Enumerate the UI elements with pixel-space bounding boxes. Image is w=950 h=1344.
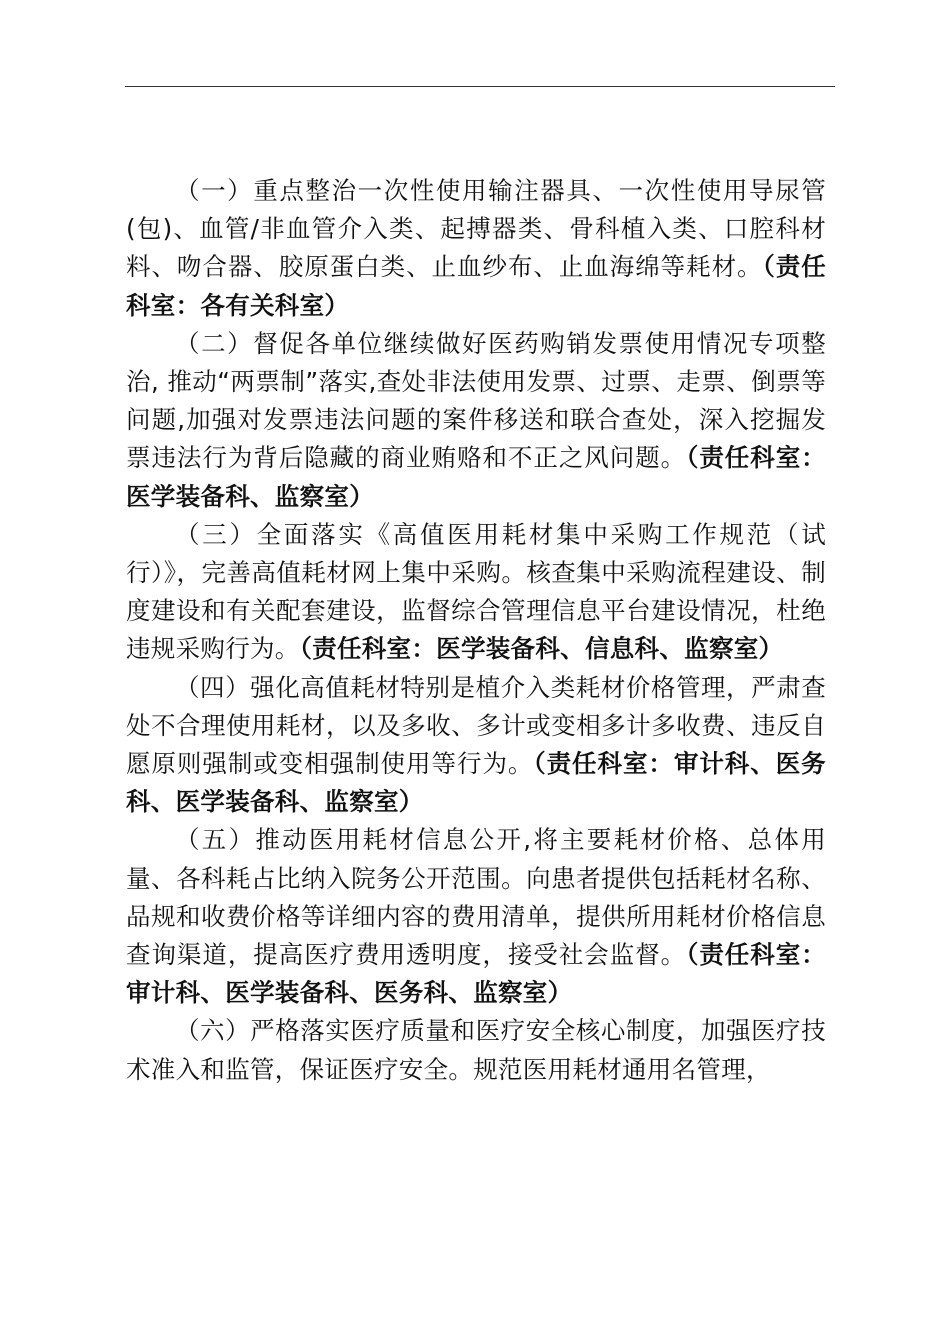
paragraph-text: （三）全面落实《高值医用耗材集中采购工作规范（试行）》，完善高值耗材网上集中采购。核查集中采购流程建设、制度建设和有关配套建设，监督综合管理信息平台建设情况，杜绝违规采购行为。 (126, 519, 826, 664)
responsible-department: （责任科室：医学装备科、信息科、监察室） (299, 634, 784, 664)
paragraph-2 (126, 325, 826, 516)
paragraph-6 (126, 1012, 826, 1088)
paragraph-text: （二）督促各单位继续做好医药购销发票使用情况专项整治, 推动“两票制”落实,查处非法使用发票、过票、走票、倒票等问题,加强对发票违法问题的案件移送和联合查处，深入挖掘发票违法行为背后隐藏的商业贿赂和不正之风问题。 (126, 328, 826, 473)
paragraph-1 (126, 172, 826, 325)
paragraph-text: （五）推动医用耗材信息公开,将主要耗材价格、总体用量、各科耗占比纳入院务公开范围。向患者提供包括耗材名称、品规和收费价格等详细内容的费用清单，提供所用耗材价格信息查询渠道，提高医疗费用透明度，接受社会监督。 (126, 825, 826, 970)
paragraph-text: （四）强化高值耗材特别是植介入类耗材价格管理，严肃查处不合理使用耗材，以及多收、多计或变相多计多收费、违反自愿原则强制或变相强制使用等行为。 (126, 672, 826, 779)
paragraph-text: （六）严格落实医疗质量和医疗安全核心制度，加强医疗技术准入和监管，保证医疗安全。规范医用耗材通用名管理， (126, 1016, 826, 1084)
paragraph-3 (126, 516, 826, 669)
responsible-department: （责任科室：各有关科室） (126, 252, 827, 320)
responsible-department: （责任科室：审计科、医务科、医学装备科、监察室） (126, 749, 826, 817)
paragraph-4 (126, 669, 826, 822)
paragraph-5 (126, 821, 826, 1012)
paragraph-text: （一）重点整治一次性使用输注器具、一次性使用导尿管(包)、血管/非血管介入类、起搏器类、骨科植入类、口腔科材料、吻合器、胶原蛋白类、止血纱布、止血海绵等耗材。 (126, 176, 826, 282)
responsible-department: （责任科室：医学装备科、监察室） (126, 443, 826, 511)
responsible-department: （责任科室：审计科、医学装备科、医务科、监察室） (126, 940, 826, 1008)
header-rule (125, 86, 835, 87)
document-body (126, 172, 826, 1089)
